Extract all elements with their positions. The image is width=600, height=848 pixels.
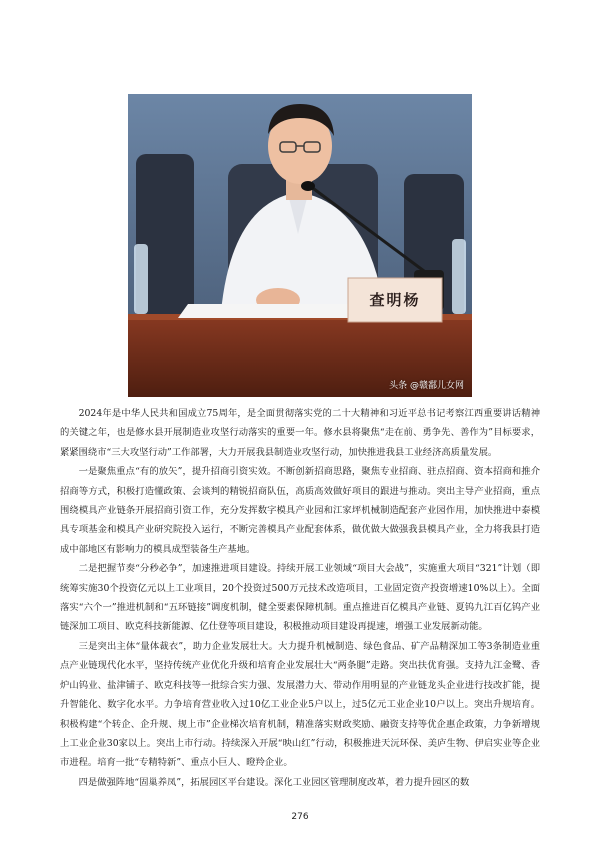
paragraph-projects: 二是把握节奏“分秒必争”，加速推进项目建设。持续开展工业领域“项目大会战”，实施重大项目“321”计划（即统筹实施30个投资亿元以上工业项目，20个投资过500万元技术改造项目，工业固定资产投资增速10%以上）。全面落实“六个一”推进机制和“五环链接”调度机制，健全要素保障机制。重点推进百亿模具产业链、夏钨九江百亿钨产业链深加工项目、欧克科技新能源、亿仕登等项目建设，积极推动项目建设再提速，增强工业发展新动能。 [60, 563, 540, 633]
photo-watermark: 头条 @赣鄱儿女网 [389, 381, 464, 391]
speaker-illustration [128, 94, 472, 397]
paragraph-industrial-park: 四是做强阵地“固巢养凤”，拓展园区平台建设。深化工业园区管理制度改革，着力提升园区的数 [78, 776, 470, 788]
body-text [60, 404, 540, 792]
paragraph-enterprises: 三是突出主体“量体裁衣”，助力企业发展壮大。大力提升机械制造、绿色食品、矿产品精深加工等3条制造业重点产业链现代化水平，坚持传统产业优化升级和培育企业发展壮大“两条腿”走路。突出扶优育强。支持九江金鹭、香炉山钨业、盐津铺子、欧克科技等一批综合实力强、发展潜力大、带动作用明显的产业链龙头企业进行技改扩能，提升智能化、数字化水平。力争培育营业收入过10亿工业企业5户以上，过5亿元工业企业10户以上。突出升规培育。积极构建“个转企、企升规、规上市”企业梯次培育机制，精准落实财政奖励、融资支持等优企惠企政策，力争新增规上工业企业30家以上。突出上市行动。持续深入开展“映山红”行动，积极推进天沅环保、美庐生物、伊启实业等企业市进程。培育一批“专精特新”、重点小巨人、瞪羚企业。 [60, 640, 540, 769]
paragraph-investment: 一是聚焦重点“有的放矢”，提升招商引资实效。不断创新招商思路，聚焦专业招商、驻点招商、资本招商和推介招商等方式，积极打造懂政策、会谈判的精锐招商队伍，高质高效做好项目的跟进与推动。突出主导产业招商，重点围绕模具产业链条开展招商引资工作，充分发挥数字模具产业园和江家坪机械制造配套产业园作用，加快推进中泰模具专项基金和模具产业研究院投入运行，不断完善模具产业配套体系，做优做大做强我县模具产业，全力将我县打造成中部地区有影响力的模具成型装备生产基地。 [60, 466, 540, 555]
nameplate: 查明杨 [369, 291, 421, 309]
paragraph-intro: 2024年是中华人民共和国成立75周年，是全面贯彻落实党的二十大精神和习近平总书记考察江西重要讲话精神的关键之年，也是修水县开展制造业攻坚行动落实的重要一年。修水县将聚焦“走在前、勇争先、善作为”目标要求，紧紧围绕市“三大攻坚行动”工作部署，大力开展我县制造业攻坚行动，加快推进我县工业经济高质量发展。 [60, 408, 540, 458]
page-number: 276 [291, 812, 309, 822]
press-conference-photo [128, 94, 472, 397]
